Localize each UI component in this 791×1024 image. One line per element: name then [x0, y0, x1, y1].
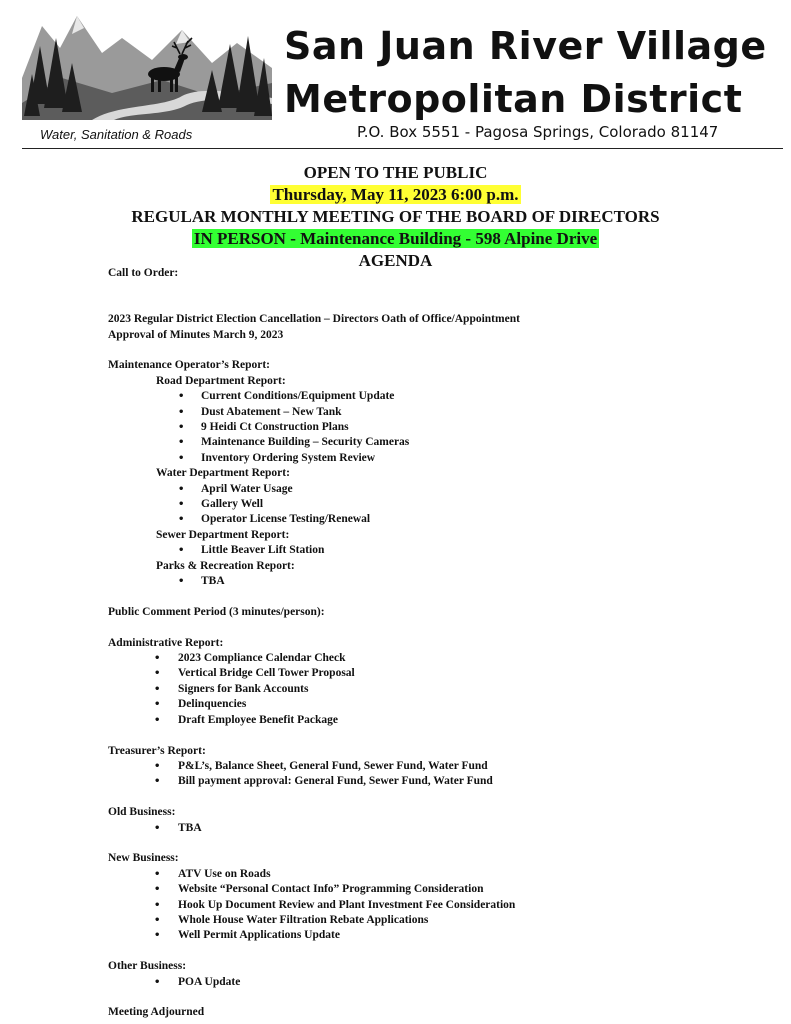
- meeting-date: Thursday, May 11, 2023 6:00 p.m.: [272, 185, 519, 204]
- water-department-heading: Water Department Report:: [156, 467, 290, 480]
- other-business-items: [108, 975, 768, 990]
- list-item: • Operator License Testing/Renewal: [108, 512, 768, 527]
- list-item: • Delinquencies: [108, 697, 768, 712]
- meeting-location: IN PERSON - Maintenance Building - 598 Alpine Drive: [193, 229, 598, 248]
- list-item: • TBA: [108, 574, 768, 589]
- open-to-public-heading: OPEN TO THE PUBLIC: [303, 163, 488, 182]
- tagline: Water, Sanitation & Roads: [40, 127, 193, 142]
- agenda-list: [108, 266, 768, 1021]
- org-name-line-2: Metropolitan District: [284, 77, 743, 121]
- list-item: • Hook Up Document Review and Plant Investment Fee Consideration: [108, 898, 768, 913]
- sewer-department-heading: Sewer Department Report:: [156, 528, 290, 541]
- administrative-report-heading: Administrative Report:: [108, 636, 224, 649]
- list-item: • Vertical Bridge Cell Tower Proposal: [108, 666, 768, 681]
- list-item: • Little Beaver Lift Station: [108, 543, 768, 558]
- list-item: • Gallery Well: [108, 497, 768, 512]
- list-item: • Maintenance Building – Security Cameras: [108, 435, 768, 450]
- list-item: • Website “Personal Contact Info” Programming Consideration: [108, 882, 768, 897]
- list-item: • P&L’s, Balance Sheet, General Fund, Sewer Fund, Water Fund: [108, 759, 768, 774]
- water-department-items: [108, 482, 768, 528]
- maintenance-report-heading: Maintenance Operator’s Report:: [108, 359, 271, 372]
- list-item: • POA Update: [108, 975, 768, 990]
- parks-recreation-heading: Parks & Recreation Report:: [156, 559, 295, 572]
- call-to-order: Call to Order:: [108, 267, 179, 279]
- public-comment-period: Public Comment Period (3 minutes/person):: [108, 605, 325, 618]
- approval-of-minutes: Approval of Minutes March 9, 2023: [108, 328, 284, 341]
- list-item: • TBA: [108, 821, 768, 836]
- list-item: • 9 Heidi Ct Construction Plans: [108, 420, 768, 435]
- org-name-line-1: San Juan River Village: [284, 24, 767, 68]
- election-cancellation: 2023 Regular District Election Cancellation – Directors Oath of Office/Appointment: [108, 313, 520, 326]
- list-item: • Dust Abatement – New Tank: [108, 405, 768, 420]
- header-divider: [22, 148, 783, 149]
- list-item: • Current Conditions/Equipment Update: [108, 389, 768, 404]
- list-item: • ATV Use on Roads: [108, 867, 768, 882]
- old-business-heading: Old Business:: [108, 806, 176, 819]
- old-business-items: [108, 821, 768, 836]
- meeting-title-block: [0, 162, 791, 272]
- sewer-department-items: [108, 543, 768, 558]
- list-item: • Well Permit Applications Update: [108, 928, 768, 943]
- list-item: • Inventory Ordering System Review: [108, 451, 768, 466]
- other-business-heading: Other Business:: [108, 960, 187, 973]
- list-item: • 2023 Compliance Calendar Check: [108, 651, 768, 666]
- list-item: • Draft Employee Benefit Package: [108, 713, 768, 728]
- new-business-items: [108, 867, 768, 944]
- road-department-heading: Road Department Report:: [156, 374, 286, 387]
- treasurer-report-heading: Treasurer’s Report:: [108, 744, 206, 757]
- treasurer-items: [108, 759, 768, 790]
- district-logo: [22, 8, 272, 120]
- meeting-type-heading: REGULAR MONTHLY MEETING OF THE BOARD OF DIRECTORS: [131, 207, 660, 226]
- list-item: • Signers for Bank Accounts: [108, 682, 768, 697]
- agenda-heading: AGENDA: [358, 251, 433, 270]
- organization-name: [284, 22, 767, 123]
- list-item: • Bill payment approval: General Fund, Sewer Fund, Water Fund: [108, 774, 768, 789]
- meeting-adjourned: Meeting Adjourned: [108, 1006, 205, 1019]
- road-department-items: [108, 389, 768, 466]
- list-item: • April Water Usage: [108, 482, 768, 497]
- administrative-items: [108, 651, 768, 728]
- mailing-address: P.O. Box 5551 - Pagosa Springs, Colorado 81147: [357, 123, 719, 141]
- list-item: • Whole House Water Filtration Rebate Applications: [108, 913, 768, 928]
- parks-recreation-items: [108, 574, 768, 589]
- new-business-heading: New Business:: [108, 852, 179, 865]
